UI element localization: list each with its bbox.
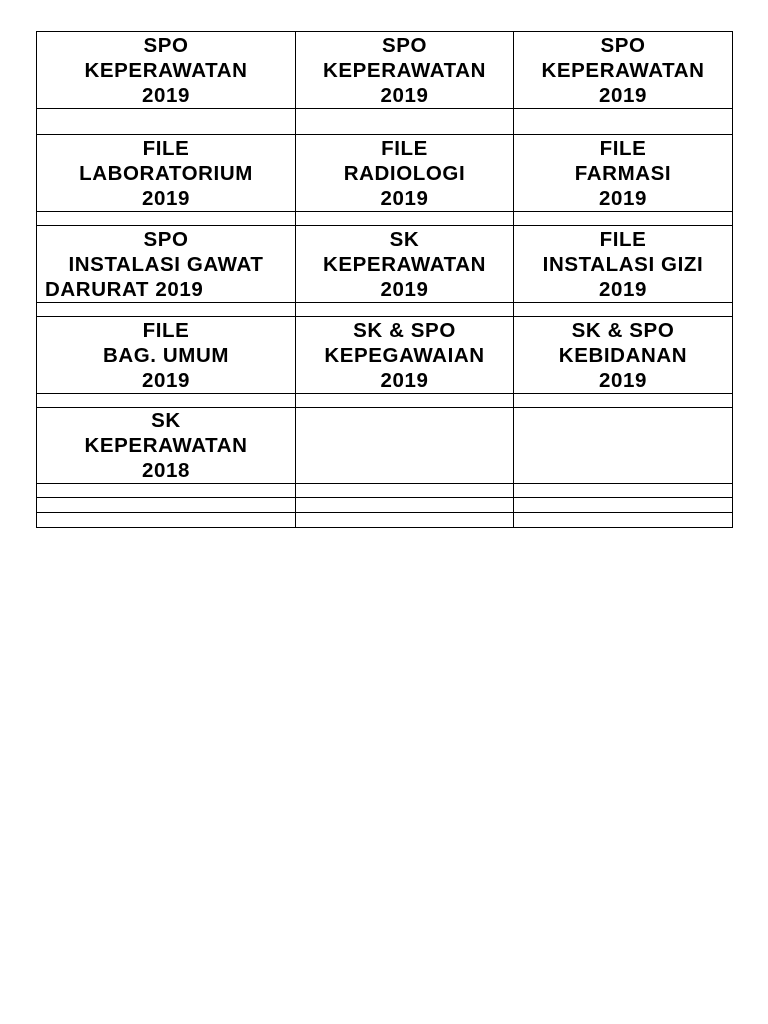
- label-cell: [37, 317, 296, 394]
- label-department: INSTALASI GIZI: [542, 252, 704, 276]
- label-department: KEPERAWATAN: [84, 434, 248, 457]
- label-department: FARMASI: [574, 161, 672, 185]
- label-type: SPO: [143, 227, 189, 251]
- label-type: SK: [389, 227, 420, 251]
- spacer-cell: [514, 498, 733, 513]
- label-department: KEPERAWATAN: [322, 58, 486, 82]
- spacer-cell: [514, 394, 733, 408]
- label-department: BAG. UMUM: [102, 343, 230, 367]
- label-row: [37, 317, 733, 394]
- label-year: 2019: [598, 368, 647, 392]
- label-department: KEPERAWATAN: [322, 252, 486, 276]
- label-year: 2019: [380, 83, 429, 107]
- spacer-cell: [514, 513, 733, 528]
- label-cell: [296, 226, 514, 303]
- label-type: FILE: [142, 136, 190, 160]
- spacer-row: [37, 109, 733, 135]
- spacer-cell: [296, 484, 514, 498]
- spacer-row: [37, 212, 733, 226]
- label-cell: [296, 317, 514, 394]
- spacer-row: [37, 394, 733, 408]
- label-department: KEPEGAWAIAN: [324, 343, 485, 367]
- label-type: SPO: [381, 33, 428, 57]
- label-type: FILE: [142, 318, 190, 342]
- label-row: [37, 32, 733, 109]
- spacer-cell: [514, 484, 733, 498]
- label-cell: [37, 32, 296, 109]
- spacer-cell: [296, 212, 514, 226]
- label-department: LABORATORIUM: [79, 161, 253, 185]
- empty-label-cell: [296, 408, 514, 484]
- label-department: RADIOLOGI: [343, 161, 466, 185]
- label-type: SPO: [600, 33, 646, 57]
- label-cell: [514, 226, 733, 303]
- label-cell: [37, 408, 296, 484]
- label-year: DARURAT 2019: [45, 277, 204, 301]
- label-type: SK & SPO: [571, 318, 675, 342]
- label-year: 2019: [141, 368, 190, 392]
- label-row: [37, 408, 733, 484]
- spacer-cell: [37, 303, 296, 317]
- spacer-cell: [37, 513, 296, 528]
- label-type: FILE: [381, 136, 428, 160]
- spacer-cell: [296, 303, 514, 317]
- spacer-row: [37, 303, 733, 317]
- spacer-cell: [37, 109, 296, 135]
- label-cell: [296, 135, 514, 212]
- label-type: SK & SPO: [353, 318, 456, 342]
- label-cell: [514, 32, 733, 109]
- empty-label-cell: [514, 408, 733, 484]
- spacer-cell: [37, 484, 296, 498]
- spacer-cell: [296, 513, 514, 528]
- label-cell: [514, 317, 733, 394]
- label-table: [36, 31, 733, 528]
- label-department: KEPERAWATAN: [84, 58, 248, 82]
- label-year: 2019: [598, 83, 647, 107]
- spacer-row: [37, 484, 733, 498]
- spacer-cell: [37, 212, 296, 226]
- spacer-cell: [296, 498, 514, 513]
- label-department: INSTALASI GAWAT: [68, 252, 264, 276]
- label-type: SK: [151, 409, 181, 432]
- label-year: 2019: [380, 368, 429, 392]
- spacer-cell: [514, 109, 733, 135]
- label-row: [37, 135, 733, 212]
- label-year: 2019: [380, 277, 429, 301]
- label-cell: [514, 135, 733, 212]
- spacer-cell: [37, 394, 296, 408]
- label-type: SPO: [143, 33, 189, 57]
- spacer-cell: [514, 303, 733, 317]
- label-year: 2019: [141, 83, 190, 107]
- spacer-cell: [514, 212, 733, 226]
- label-year: 2019: [598, 277, 647, 301]
- label-year: 2019: [380, 186, 429, 210]
- spacer-cell: [37, 498, 296, 513]
- spacer-cell: [296, 109, 514, 135]
- label-cell: [37, 226, 296, 303]
- label-year: 2018: [141, 459, 190, 482]
- spacer-cell: [296, 394, 514, 408]
- label-type: FILE: [599, 136, 647, 160]
- label-year: 2019: [598, 186, 647, 210]
- label-department: KEBIDANAN: [558, 343, 688, 367]
- spacer-row: [37, 498, 733, 513]
- spacer-row: [37, 513, 733, 528]
- label-cell: [37, 135, 296, 212]
- label-type: FILE: [599, 227, 647, 251]
- label-department: KEPERAWATAN: [541, 58, 705, 82]
- label-row: [37, 226, 733, 303]
- label-cell: [296, 32, 514, 109]
- label-year: 2019: [141, 186, 190, 210]
